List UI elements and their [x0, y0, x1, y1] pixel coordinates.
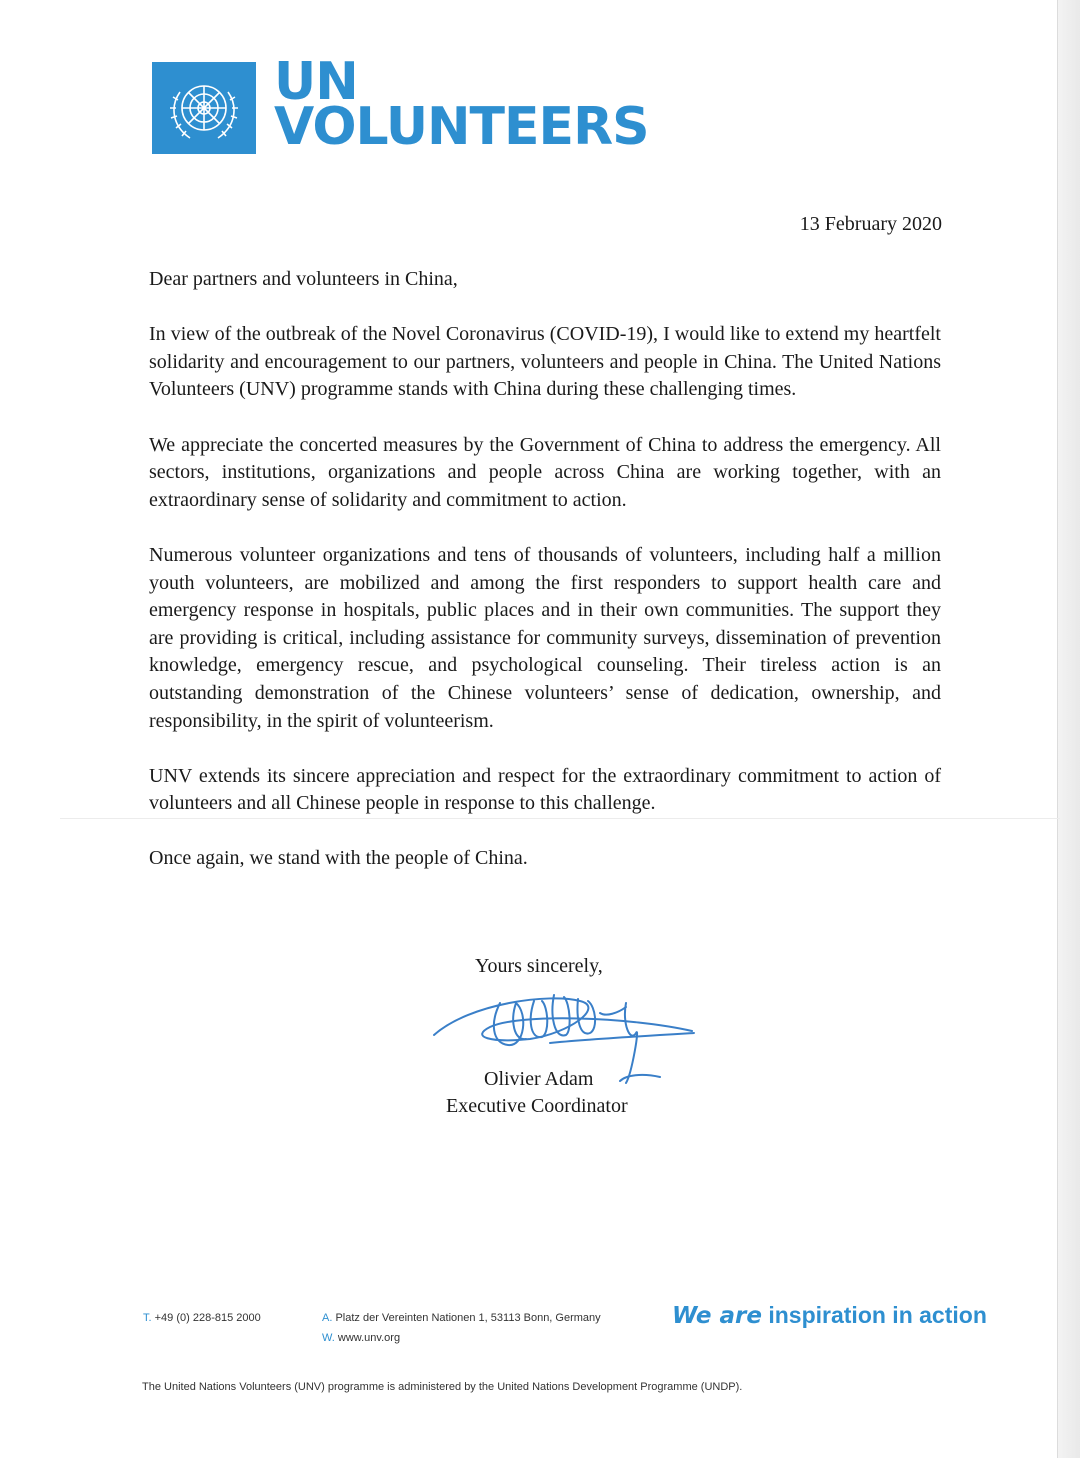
footer-address	[322, 1312, 601, 1324]
letter-body	[149, 266, 941, 901]
letter-date: 13 February 2020	[799, 213, 942, 235]
signature-block	[430, 955, 720, 1125]
paragraph-5: Once again, we stand with the people of China.	[149, 847, 528, 870]
tagline-rest: inspiration in action	[768, 1302, 987, 1328]
logo-line-volunteers: VOLUNTEERS	[274, 97, 649, 157]
web-value[interactable]: www.unv.org	[337, 1332, 401, 1344]
footer-administered-note: The United Nations Volunteers (UNV) programme is administered by the United Nations Development Programme (UNDP).	[142, 1381, 743, 1393]
phone-label: T.	[143, 1312, 152, 1324]
address-label: A.	[322, 1312, 333, 1324]
address-value: Platz der Vereinten Nationen 1, 53113 Bonn, Germany	[335, 1312, 601, 1324]
tagline-script: We are	[672, 1303, 762, 1329]
page-edge-shadow	[1057, 0, 1080, 1458]
closing-line: Yours sincerely,	[475, 955, 603, 977]
un-emblem-icon	[152, 62, 256, 154]
salutation: Dear partners and volunteers in China,	[149, 268, 458, 290]
signatory-title: Executive Coordinator	[446, 1095, 628, 1117]
logo-line-un: UN	[274, 52, 358, 112]
logo-wordmark	[274, 52, 649, 157]
signatory-name: Olivier Adam	[484, 1068, 594, 1090]
paragraph-2: We appreciate the concerted measures by the Government of China to address the emergency. All sectors, institutions, organizations and people across China are working together, with an extraordinary sense of solidarity and commitment to action.	[149, 433, 941, 511]
paragraph-3: Numerous volunteer organizations and tens of thousands of volunteers, including half a million youth volunteers, are mobilized and among the first responders to support health care and emergency response in hospitals, public places and in their own communities. The support they are providing is critical, including assistance for community surveys, dissemination of prevention knowledge, emergency rescue, and psychological counseling. Their tireless action is an outstanding demonstration of the Chinese volunteers’ sense of dedication, ownership, and responsibility, in the spirit of volunteerism.	[149, 543, 941, 732]
paragraph-1: In view of the outbreak of the Novel Coronavirus (COVID-19), I would like to extend my heartfelt solidarity and encouragement to our partners, volunteers and people in China. The United Nations Volunteers (UNV) programme stands with China during these challenging times.	[149, 323, 941, 401]
footer-phone	[143, 1312, 261, 1324]
paragraph-4: UNV extends its sincere appreciation and respect for the extraordinary commitment to action of volunteers and all Chinese people in response to this challenge.	[149, 764, 941, 815]
phone-value: +49 (0) 228-815 2000	[154, 1312, 261, 1324]
footer-website	[322, 1332, 400, 1344]
tagline	[672, 1302, 987, 1329]
un-emblem-logo	[152, 62, 256, 154]
web-label: W.	[322, 1332, 335, 1344]
